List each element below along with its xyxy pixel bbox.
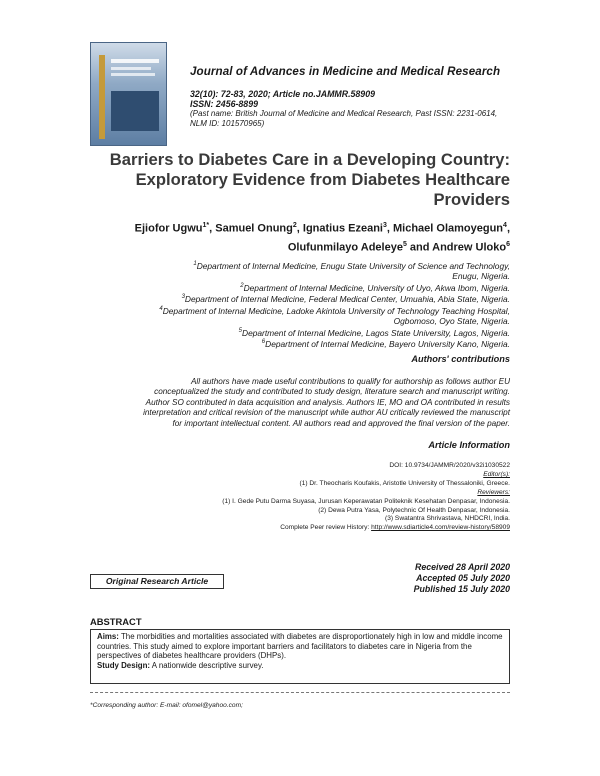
affiliation-sup: 2: [240, 282, 244, 289]
corresponding-author-footnote: *Corresponding author: E-mail: ofomel@yahoo.com;: [90, 702, 243, 709]
author-sup: 5: [402, 240, 407, 248]
author-sup: 6: [506, 240, 510, 248]
footnote-divider: [90, 692, 510, 693]
reviewers-label: Reviewers:: [477, 488, 510, 496]
article-type-badge: Original Research Article: [90, 574, 224, 589]
design-text: A nationwide descriptive survey.: [150, 660, 264, 670]
affiliation: [90, 327, 510, 339]
journal-issn: ISSN: 2456-8899: [190, 99, 258, 109]
editor: (1) Dr. Theocharis Koufakis, Aristotle University of Thessaloniki, Greece.: [299, 479, 510, 487]
affiliation-cont: Enugu, Nigeria.: [452, 270, 510, 281]
author-name: Michael Olamoyegun: [393, 222, 504, 235]
cover-title-bar: [111, 73, 155, 76]
design-label: Study Design:: [97, 660, 151, 670]
journal-citation: 32(10): 72-83, 2020; Article no.JAMMR.58909: [190, 89, 375, 99]
author-sup: 4: [503, 222, 507, 229]
contrib-line: conceptualized the study and contributed to study design, literature search and manuscript writing.: [154, 387, 510, 397]
affiliation-text: Department of Internal Medicine, Enugu State University of Science and Technology,: [196, 260, 510, 271]
author-sup: 1*: [202, 222, 210, 229]
author-name: Ignatius Ezeani: [302, 222, 383, 235]
journal-name: Journal of Advances in Medicine and Medical Research: [190, 65, 501, 78]
cover-title-bar: [111, 59, 159, 63]
contributions-text: [90, 377, 510, 429]
contrib-line: for important intellectual content. All authors read and approved the final version of the paper.: [172, 418, 510, 428]
paper-title: [90, 150, 510, 210]
author-sup: 2: [292, 222, 297, 229]
article-info: [90, 462, 510, 533]
affiliation-text: Department of Internal Medicine, Lagos State University, Lagos, Nigeria.: [242, 327, 510, 338]
affiliation: [90, 260, 510, 272]
affiliation: [90, 282, 510, 294]
editors-label: Editor(s):: [483, 470, 510, 478]
affiliation: [90, 338, 510, 350]
cover-block: [111, 91, 159, 131]
contrib-line: Author SO contributed in data acquisition and analysis. Authors IE, MO and OA contributed in results: [145, 397, 510, 407]
affiliation-text: Department of Internal Medicine, University of Uyo, Akwa Ibom, Nigeria.: [243, 282, 510, 293]
date-accepted: Accepted 05 July 2020: [416, 573, 510, 583]
review-history-link[interactable]: http://www.sdiarticle4.com/review-history/58909: [371, 524, 510, 532]
cover-title-bar: [111, 67, 151, 70]
affiliation-sup: 5: [238, 327, 243, 334]
author-name: Samuel Onung: [215, 222, 293, 235]
author-name: Andrew Uloko: [432, 241, 507, 254]
review-history-label: Complete Peer review History:: [280, 524, 370, 532]
journal-cover-image: [90, 42, 167, 146]
abstract-design: [97, 661, 503, 671]
review-history: [90, 524, 510, 533]
affiliation-list: [90, 260, 510, 350]
journal-nlm-id: NLM ID: 101570965): [190, 119, 265, 128]
reviewer: (2) Dewa Putra Yasa, Polytechnic Of Health Denpasar, Indonesia.: [318, 506, 510, 514]
doi: DOI: 10.9734/JAMMR/2020/v32i1030522: [389, 462, 510, 469]
reviewer: (3) Swatantra Shrivastava, NHDCRI, India.: [385, 515, 510, 523]
affiliation-text: Department of Internal Medicine, Ladoke Akintola University of Technology Teaching Hospital,: [162, 305, 510, 316]
abstract-box: [90, 629, 510, 684]
journal-past-name: (Past name: British Journal of Medicine and Medical Research, Past ISSN: 2231-0614,: [190, 109, 498, 118]
contrib-line: interpretation and critical revision of the manuscript while author AU critically reviewed the manuscript: [143, 408, 510, 418]
contributions-heading: Authors' contributions: [411, 354, 510, 364]
author-line: Ejiofor Ugwu$^{1*}$, Samuel Onung$^2$, Ignatius Ezeani$^3$, Michael Olamoyegun$^4$,: [134, 222, 510, 235]
affiliation-sup: 1: [193, 261, 197, 267]
affiliation: [90, 305, 510, 317]
affiliation-sup: 6: [261, 339, 266, 346]
date-published: Published 15 July 2020: [413, 584, 510, 594]
contrib-line: All authors have made useful contributions to qualify for authorship as follows author EU: [190, 377, 510, 386]
article-info-heading: Article Information: [428, 440, 510, 450]
affiliation-text: Department of Internal Medicine, Bayero University Kano, Nigeria.: [265, 339, 510, 350]
title-line: Barriers to Diabetes Care in a Developing Country:: [109, 150, 510, 169]
affiliation-sup: 3: [181, 294, 185, 301]
author-line: Olufunmilayo Adeleye$^5$ and Andrew Uloko$^6$: [287, 240, 510, 254]
author-list: [90, 218, 510, 255]
cover-band: [99, 55, 105, 139]
affiliation-text: Department of Internal Medicine, Federal Medical Center, Umuahia, Abia State, Nigeria.: [184, 294, 510, 305]
affiliation: [90, 293, 510, 305]
affiliation-sup: 4: [159, 306, 163, 313]
date-received: Received 28 April 2020: [414, 562, 510, 572]
author-sup: 3: [382, 222, 387, 229]
title-line: Exploratory Evidence from Diabetes Healthcare: [135, 170, 510, 189]
publication-dates: [310, 562, 510, 595]
reviewer: (1) I. Gede Putu Darma Suyasa, Jurusan Keperawatan Politeknik Kesehatan Denpasar, Indonesia.: [222, 497, 510, 505]
author-name: Ejiofor Ugwu: [134, 222, 203, 235]
abstract-heading: ABSTRACT: [90, 616, 142, 627]
title-line: Providers: [433, 190, 510, 209]
aims-label: Aims:: [97, 632, 119, 641]
affiliation-cont: Ogbomoso, Oyo State, Nigeria.: [393, 315, 510, 326]
abstract-aims: [97, 632, 503, 661]
journal-meta: [190, 89, 497, 129]
aims-text: The morbidities and mortalities associated with diabetes are disproportionately high in low and middle income countries. This study aimed to explore important barriers and facilitators to diabetes care in Nigeria from the perspectives of diabetes healthcare providers (DHPs).: [97, 632, 503, 661]
author-name: Olufunmilayo Adeleye: [287, 241, 403, 254]
